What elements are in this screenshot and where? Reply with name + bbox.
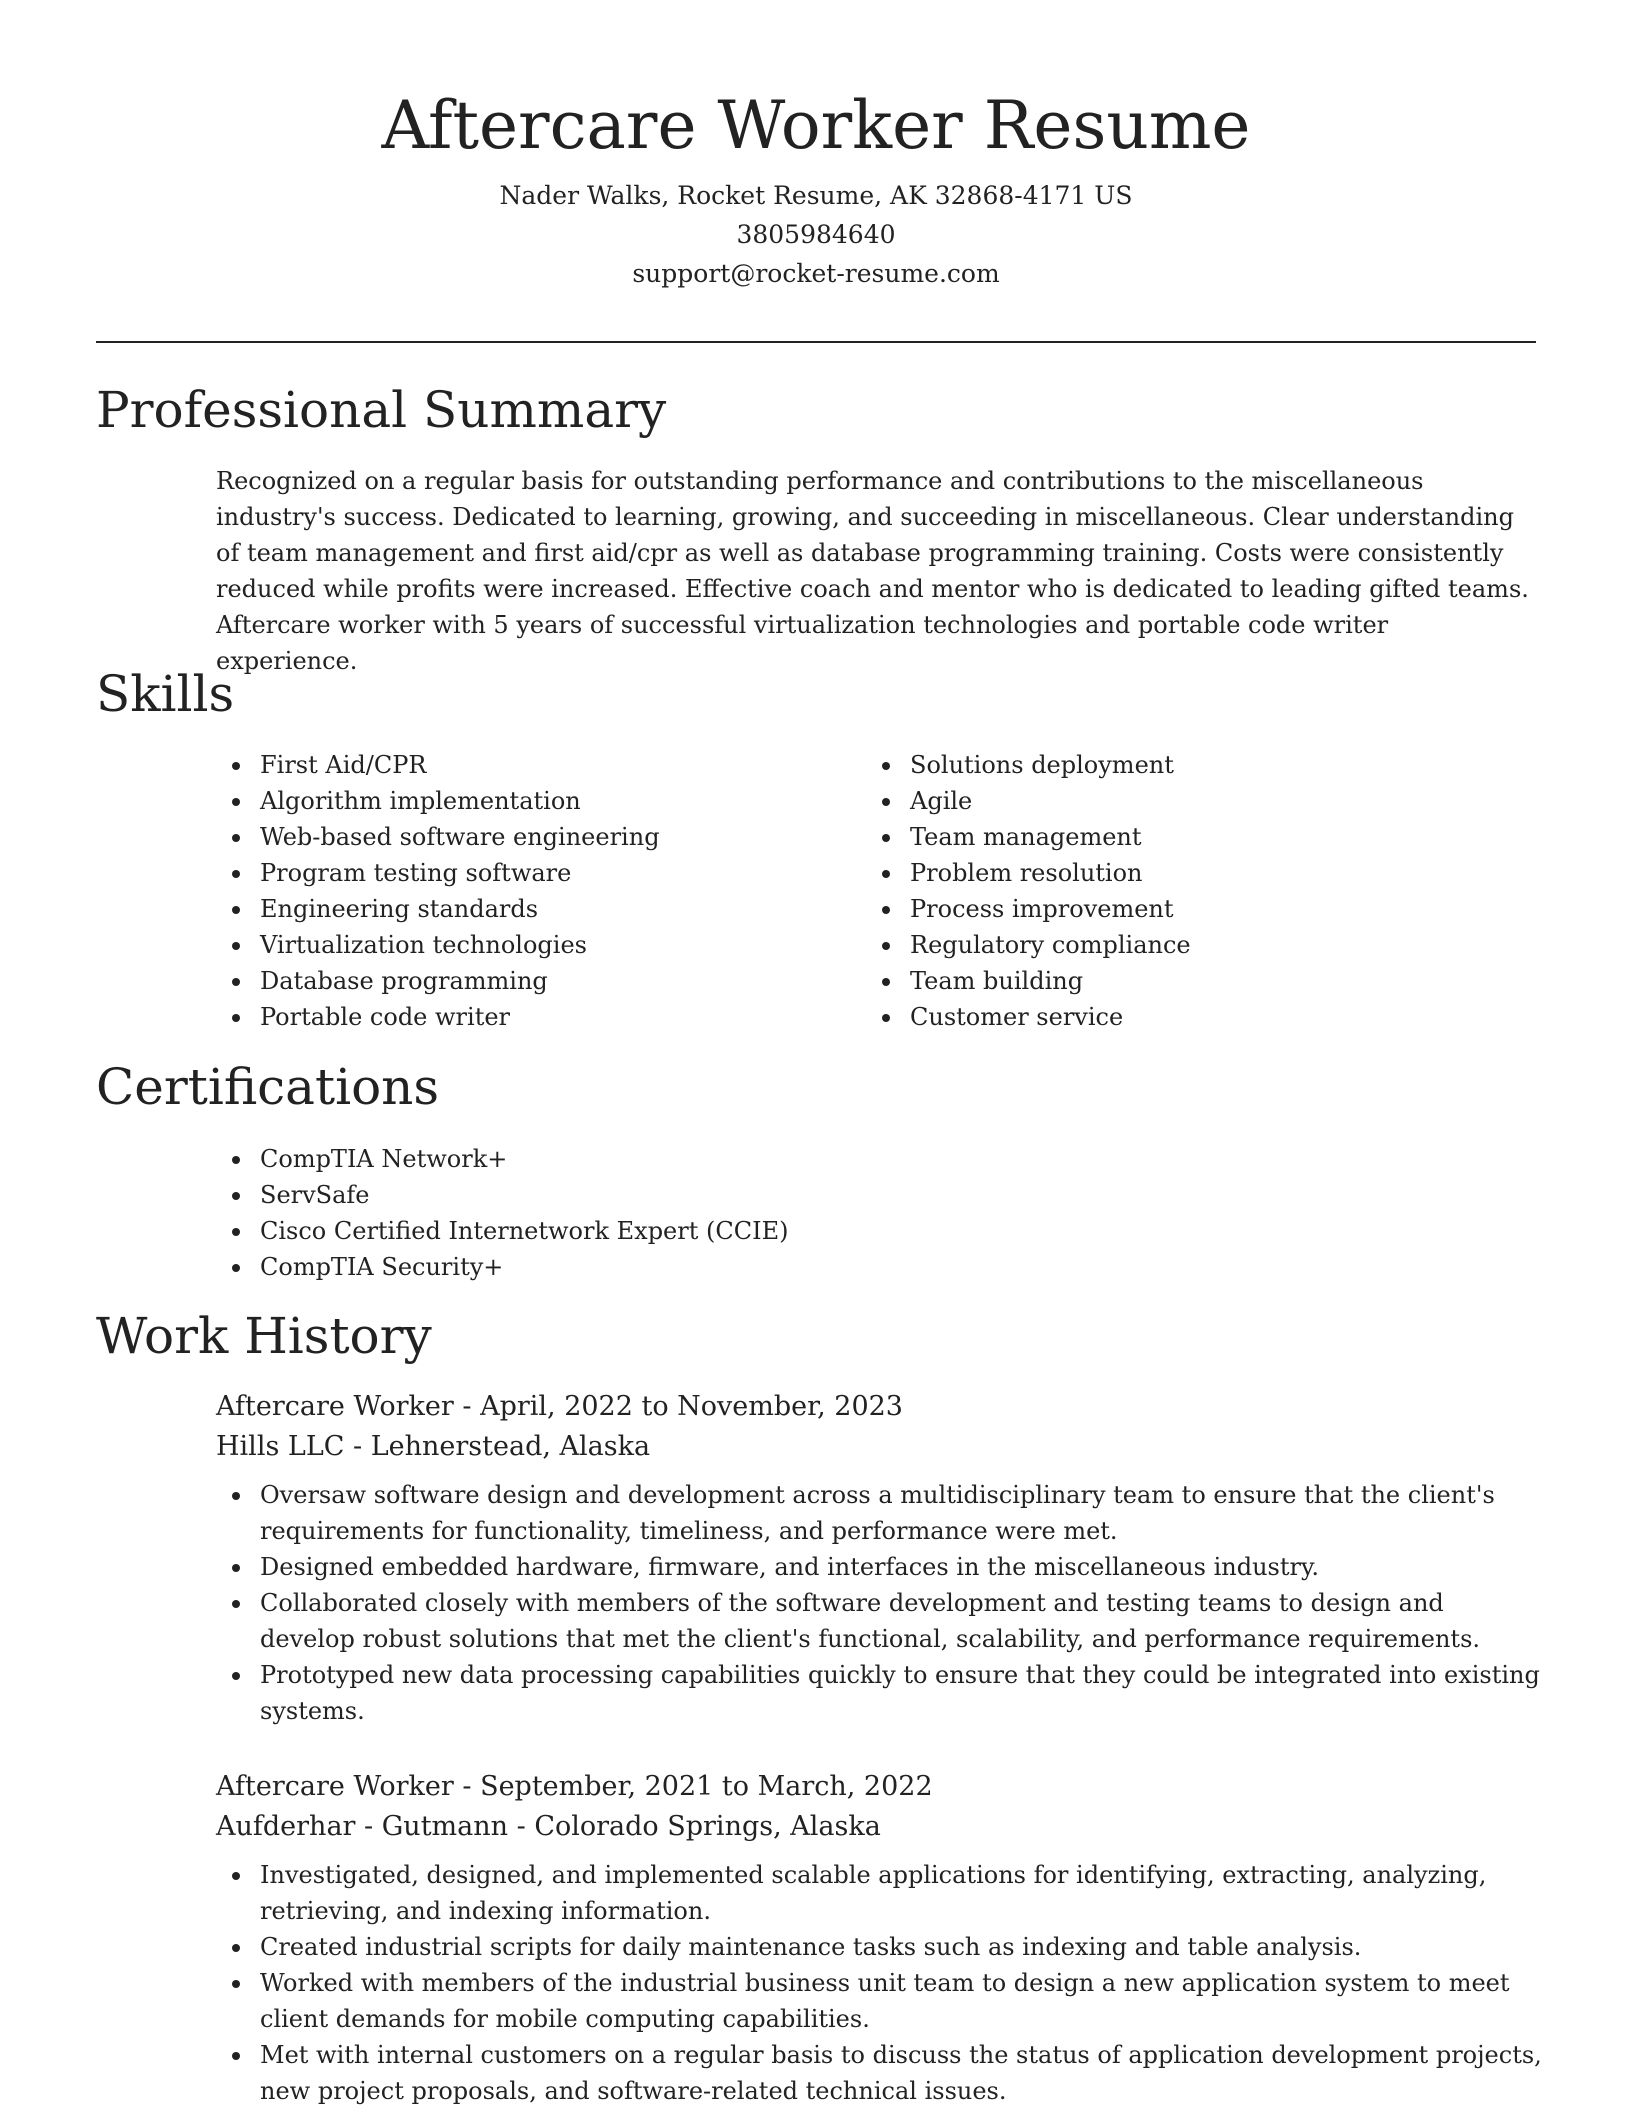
job-company: Aufderhar - Gutmann: [216, 1811, 509, 1842]
resume-title: Aftercare Worker Resume: [381, 87, 1251, 164]
job-bullet: Created industrial scripts for daily maintenance tasks such as indexing and table analysis.: [216, 1929, 1546, 1965]
job-entry: [216, 1387, 1546, 1729]
job-company: Hills LLC: [216, 1431, 345, 1462]
contact-email: support@rocket-resume.com: [632, 259, 1000, 288]
job-company-line: [216, 1427, 1546, 1467]
skill-item: First Aid/CPR: [216, 747, 836, 783]
resume-header: [0, 0, 1632, 293]
skill-item: Problem resolution: [866, 855, 1516, 891]
certifications-heading: Certifications: [96, 1058, 440, 1116]
job-title-line: [216, 1387, 1546, 1427]
job-title-line: [216, 1767, 1546, 1807]
job-company-line: [216, 1807, 1546, 1847]
job-bullet: Investigated, designed, and implemented scalable applications for identifying, extracting, analyzing, retrieving, and indexing information.: [216, 1857, 1546, 1929]
certification-item: Cisco Certified Internetwork Expert (CCIE): [216, 1213, 1516, 1249]
summary-heading: Professional Summary: [96, 381, 667, 439]
skill-item: Program testing software: [216, 855, 836, 891]
skill-item: Database programming: [216, 963, 836, 999]
skill-item: Engineering standards: [216, 891, 836, 927]
header-divider: [96, 341, 1536, 343]
job-bullet: Worked with members of the industrial business unit team to design a new application system to meet client demands for mobile computing capabilities.: [216, 1965, 1546, 2037]
skill-item: Team building: [866, 963, 1516, 999]
skill-item: Team management: [866, 819, 1516, 855]
skill-item: Process improvement: [866, 891, 1516, 927]
job-bullets: [216, 1857, 1546, 2109]
job-bullet: Designed embedded hardware, firmware, and interfaces in the miscellaneous industry.: [216, 1549, 1546, 1585]
certification-item: ServSafe: [216, 1177, 1516, 1213]
skill-item: Agile: [866, 783, 1516, 819]
job-bullet: Prototyped new data processing capabilities quickly to ensure that they could be integrated into existing systems.: [216, 1657, 1546, 1729]
skill-item: Customer service: [866, 999, 1516, 1035]
job-entry: [216, 1767, 1546, 2109]
skill-item: Solutions deployment: [866, 747, 1516, 783]
certification-item: CompTIA Network+: [216, 1141, 1516, 1177]
skill-item: Virtualization technologies: [216, 927, 836, 963]
job-location: - Lehnerstead, Alaska: [344, 1431, 651, 1462]
job-title: Aftercare Worker: [216, 1391, 454, 1422]
certification-item: CompTIA Security+: [216, 1249, 1516, 1285]
work-history-heading: Work History: [96, 1307, 432, 1365]
contact-address: Nader Walks, Rocket Resume, AK 32868-4171 US: [499, 181, 1133, 210]
skills-list-left: [216, 747, 836, 1035]
contact-block: [0, 176, 1632, 293]
skill-item: Portable code writer: [216, 999, 836, 1035]
skill-item: Algorithm implementation: [216, 783, 836, 819]
job-location: - Colorado Springs, Alaska: [508, 1811, 881, 1842]
job-bullet: Collaborated closely with members of the software development and testing teams to design and develop robust solutions that met the client's functional, scalability, and performance requirements.: [216, 1585, 1546, 1657]
job-dates: - September, 2021 to March, 2022: [453, 1771, 933, 1802]
skills-heading: Skills: [96, 665, 235, 723]
summary-text: Recognized on a regular basis for outstanding performance and contributions to the miscellaneous industry's success. Dedicated to learning, growing, and succeeding in miscellaneous. Clear understanding of team management and first aid/cpr as well as database programming training. Costs were consistently reduced while profits were increased. Effective coach and mentor who is dedicated to leading gifted teams. Aftercare worker with 5 years of successful virtualization technologies and portable code writer experience.: [216, 467, 1529, 675]
certifications-list: [216, 1141, 1516, 1285]
job-bullet: Oversaw software design and development across a multidisciplinary team to ensure that the client's requirements for functionality, timeliness, and performance were met.: [216, 1477, 1546, 1549]
skills-list-right: [866, 747, 1516, 1035]
job-title: Aftercare Worker: [216, 1771, 454, 1802]
skill-item: Web-based software engineering: [216, 819, 836, 855]
skill-item: Regulatory compliance: [866, 927, 1516, 963]
job-dates: - April, 2022 to November, 2023: [453, 1391, 903, 1422]
contact-phone: 3805984640: [736, 220, 896, 249]
job-bullet: Met with internal customers on a regular basis to discuss the status of application development projects, new project proposals, and software-related technical issues.: [216, 2037, 1546, 2109]
job-bullets: [216, 1477, 1546, 1729]
